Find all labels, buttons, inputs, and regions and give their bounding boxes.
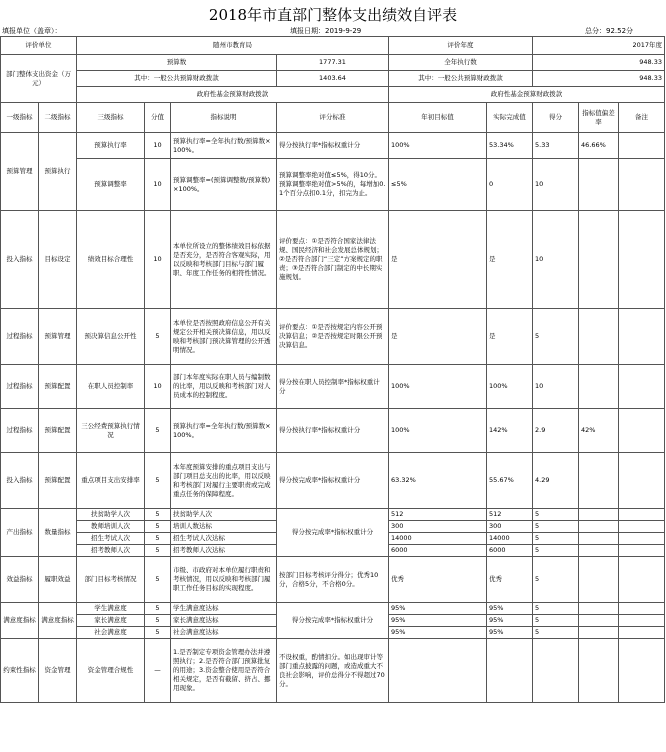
other-exec-label: 政府性基金预算财政拨款: [389, 87, 665, 103]
budget-amount-value: 1777.31: [277, 55, 389, 71]
col-l1: 一级指标: [1, 103, 39, 133]
col-standard: 评分标准: [277, 103, 389, 133]
col-note: 备注: [619, 103, 665, 133]
other-budget-label: 政府性基金预算财政拨款: [77, 87, 389, 103]
col-score: 得分: [533, 103, 579, 133]
table-row: 满意度指标 满意度指标 学生满意度 5 学生满意度达标 得分按完成率*指标权重计分 95% 95% 5: [1, 603, 665, 615]
table-row: 预算调整率 10 预算调整率=(预算调整数/预算数)×100%。 预算调整率绝对值≤5%，得10分。预算调整率绝对值>5%的，每增加0.1个百分点扣0.1分，扣完为止。 ≤5% 0 10: [1, 159, 665, 211]
total-score: 总分：92.52分: [585, 27, 634, 35]
table-row: 招生考试人次 5 招生考试人次达标 14000 14000 5: [1, 533, 665, 545]
table-row: 过程指标 预算配置 在职人员控制率 10 部门本年度实际在职人员与编制数的比率，用以反映和考核部门对人员成本的控制程度。 得分按在职人员控制率*指标权重计分 100% 100% 10: [1, 365, 665, 409]
eval-year-value: 2017年度: [533, 37, 665, 55]
table-row: 过程指标 预算管理 预决算信息公开性 5 本单位是否按照政府信息公开有关规定公开相关预决算信息，用以反映和考核部门预决算管理的公开透明情况。 评价要点：①是否按规定内容公开预决算信息；②是否按规定时限公开预决算信息。 是 是 5: [1, 309, 665, 365]
budget-amount-label: 预算数: [77, 55, 277, 71]
table-row: 招考教师人次 5 招考教师人次达标 6000 6000 5: [1, 545, 665, 557]
table-row: 投入指标 目标设定 绩效目标合理性 10 本单位所设立的整体绩效目标依据是否充分，是否符合客观实际，用以反映和考核部门目标与部门履职、年度工作任务的相符性情况。 评价要点：①是否符合国家法律法规、国民经济和社会发展总体规划；②是否符合部门“三定”方案规定的职责；③是否符合部门制定的中长期实施规划。 是 是 10: [1, 211, 665, 309]
col-actual: 实际完成值: [487, 103, 533, 133]
col-l2: 二级指标: [39, 103, 77, 133]
general-budget-value: 1403.64: [277, 71, 389, 87]
col-l3: 三级指标: [77, 103, 145, 133]
full-year-value: 948.33: [533, 55, 665, 71]
table-row: 约束性指标 资金管理 资金管理合规性 — 1.是否制定专项资金管理办法并遵照执行；2.是否符合部门预算批复的用途；3.资金整合使用是否符合相关规定，是否有截留、挤占、挪用现象。 不设权重，酌情扣分。如出现审计等部门重点披露的问题，或造成重大不良社会影响，评价总得分不得超过70分。: [1, 639, 665, 703]
general-exec-label: 其中：一般公共预算财政拨款: [389, 71, 533, 87]
table-row: 效益指标 履职效益 部门目标考核情况 5 市级、市政府对本单位履行职责和考核情况，用以反映和考核部门履职工作任务目标的实现程度。 按部门目标考核评分得分；优秀10分，合格5分，不合格0分。 优秀 优秀 5: [1, 557, 665, 603]
general-budget-label: 其中：一般公共预算财政拨款: [77, 71, 277, 87]
table-row: 家长满意度 5 家长满意度达标 95% 95% 5: [1, 615, 665, 627]
table-row: 教师培训人次 5 培训人数达标 300 300 5: [1, 521, 665, 533]
col-desc: 指标说明: [171, 103, 277, 133]
column-header-row: [1, 103, 665, 133]
full-year-label: 全年执行数: [389, 55, 533, 71]
budget-label: 部门整体支出资金（万元）: [1, 55, 77, 103]
col-weight: 分值: [145, 103, 171, 133]
evaluation-table: [0, 36, 665, 703]
general-exec-value: 948.33: [533, 71, 665, 87]
table-row: 社会满意度 5 社会满意度达标 95% 95% 5: [1, 627, 665, 639]
eval-year-label: 评价年度: [389, 37, 533, 55]
table-row: 产出指标 数量指标 扶贫助学人次 5 扶贫助学人次 得分按完成率*指标权重计分 512 512 5: [1, 509, 665, 521]
page-title: 2018年市直部门整体支出绩效自评表: [208, 6, 458, 24]
col-target: 年初目标值: [389, 103, 487, 133]
fill-date: 填报日期：2019-9-29: [290, 27, 362, 35]
table-row: 预算管理 预算执行 预算执行率 10 预算执行率=全年执行数/预算数×100%。 得分按执行率*指标权重计分 100% 53.34% 5.33 46.66%: [1, 133, 665, 159]
col-deviation: 指标值偏差率: [579, 103, 619, 133]
table-row: 过程指标 预算配置 三公经费预算执行情况 5 预算执行率=全年执行数/预算数×100%。 得分按执行率*指标权重计分 100% 142% 2.9 42%: [1, 409, 665, 453]
eval-unit-value: 随州市教育局: [77, 37, 389, 55]
table-row: 投入指标 预算配置 重点项目支出安排率 5 本年度预算安排的重点项目支出与部门项目总支出的比率，用以反映和考核部门对履行主要职责或完成重点任务的保障程度。 得分按完成率*指标权重计分 63.32% 55.67% 4.29: [1, 453, 665, 509]
fill-unit-label: 填报单位（盖章）：: [2, 27, 62, 35]
eval-unit-label: 评价单位: [1, 37, 77, 55]
